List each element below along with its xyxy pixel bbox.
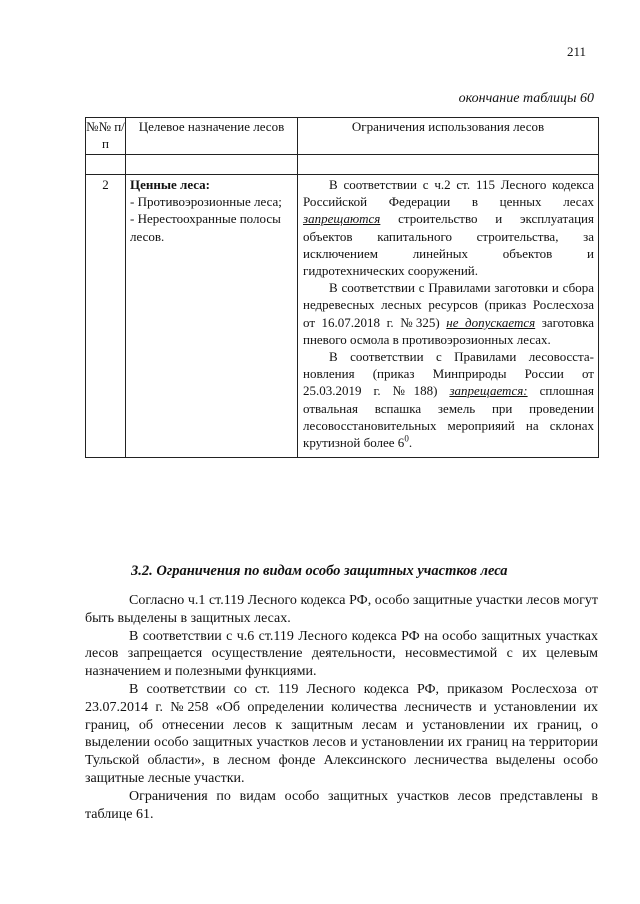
table-caption: окончание таблицы 60 bbox=[458, 91, 594, 106]
section-heading: 3.2. Ограничения по видам особо защитных участков леса bbox=[131, 563, 508, 579]
paragraph: Ограничения по видам особо защитных участков лесов представлены в таблице 61. bbox=[85, 788, 598, 822]
restriction-text: строительство и эксплуатация объектов капитального строительства, за исключением линейных объектов и гидротехнических сооружений. bbox=[303, 211, 594, 279]
restriction-text: заготовка пневого осмола в противоэрозионных лесах. bbox=[303, 314, 594, 347]
purpose-item: - Нерестоохранные полосы лесов. bbox=[130, 211, 281, 244]
paragraph: В соответствии со ст. 119 Лесного кодекса РФ, приказом Рослесхоза от 23.07.2014 г. №258 «Об определении количества лесничеств и установлении их границ, об отнесении лесов к защитным лесам и установлении их границ, о выделении особо защитных участков лесов и установлении их границ на территории Тульской области», в лесном фонде Алексинского лесничества выделены особо защитные лесные участки. bbox=[85, 681, 598, 786]
purpose-title: Ценные леса: bbox=[130, 177, 211, 192]
header-num: №№ п/п bbox=[86, 118, 126, 155]
paragraph: В соответствии с ч.6 ст.119 Лесного кодекса РФ на особо защитных участках лесов запрещается осуществление деятельности, несовместимой с их целевым назначением и полезными функциями. bbox=[85, 628, 598, 680]
restriction-paragraph bbox=[303, 176, 594, 279]
restriction-paragraph bbox=[303, 279, 594, 348]
table-row bbox=[86, 175, 599, 458]
restriction-emphasis: не допускается bbox=[446, 314, 536, 330]
restriction-emphasis: запрещаются bbox=[303, 211, 381, 227]
table-blank-row bbox=[86, 155, 599, 175]
header-purpose: Целевое назначение лесов bbox=[126, 118, 298, 155]
page-number: 211 bbox=[567, 44, 587, 59]
restriction-text: В соответствии с ч.2 ст. 115 Лесного кодекса Российской Федерации в ценных лесах bbox=[303, 177, 594, 210]
header-restrictions: Ограничения использования лесов bbox=[298, 118, 599, 155]
table-header-row bbox=[86, 118, 599, 155]
restriction-text: . bbox=[408, 435, 413, 451]
restriction-emphasis: запрещается: bbox=[449, 383, 528, 399]
restrictions-table bbox=[85, 117, 599, 458]
restriction-paragraph bbox=[303, 348, 594, 451]
restriction-text: сплошная отвальная вспашка земель при проведении лесовосстановительных мероприяий на склонах крутизной более 6 bbox=[303, 383, 594, 451]
restriction-text: В соответствии с Правилами лесовосста-новления (приказ Минприроды России от 25.03.2019 г. №188) bbox=[303, 349, 594, 399]
body-text bbox=[85, 592, 598, 823]
row-num: 2 bbox=[86, 175, 126, 458]
paragraph: Согласно ч.1 ст.119 Лесного кодекса РФ, особо защитные участки лесов могут быть выделены в защитных лесах. bbox=[85, 593, 598, 626]
row-purpose bbox=[126, 175, 298, 458]
purpose-item: - Противоэрозионные леса; bbox=[130, 194, 282, 210]
row-restrictions bbox=[298, 175, 599, 458]
restriction-text: В соответствии с Правилами заготовки и сбора недревесных лесных ресурсов (приказ Рослесхоза от 16.07.2018 г. №325) bbox=[303, 280, 594, 330]
degree-superscript: 0 bbox=[404, 433, 409, 444]
